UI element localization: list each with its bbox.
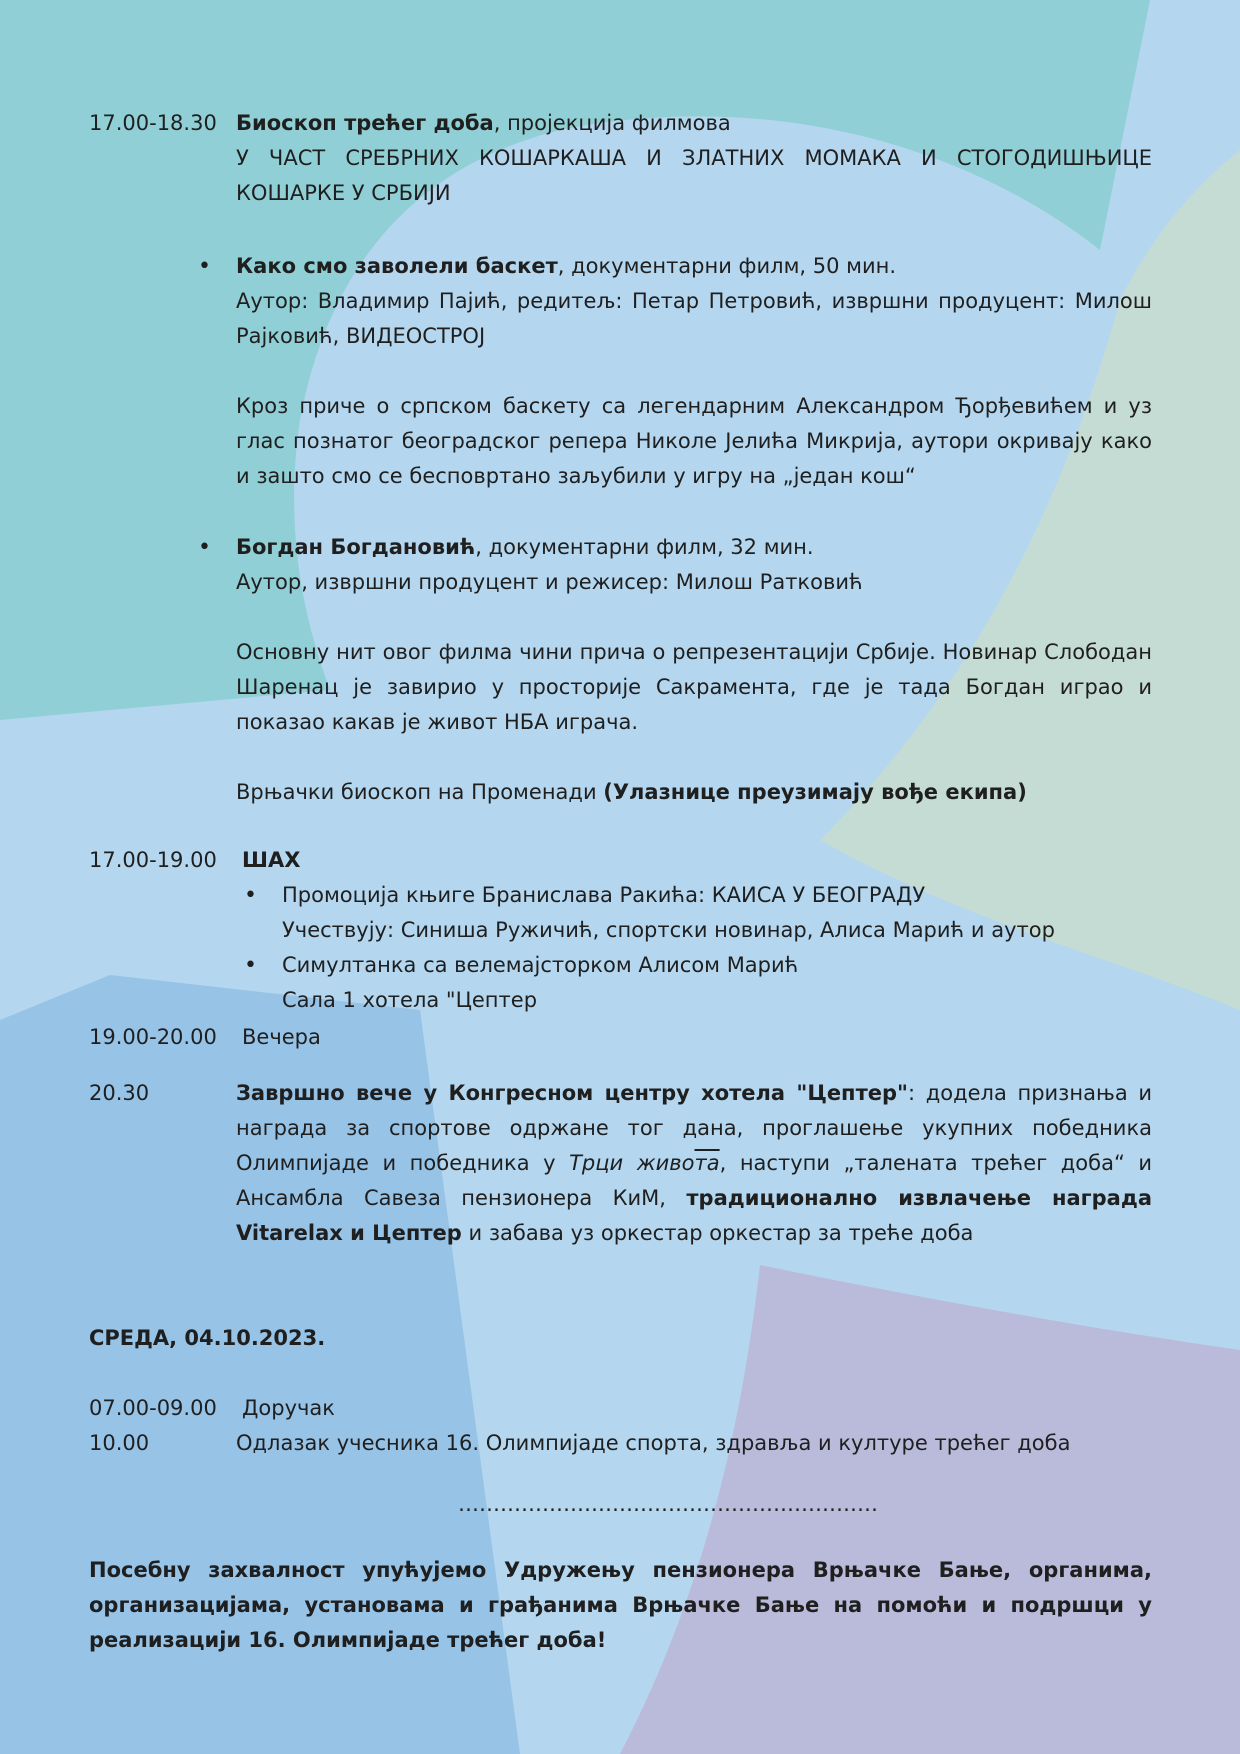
event-time: 20.30 (89, 1081, 150, 1105)
event-title: ШАХ (242, 848, 301, 872)
closing-bold: традиционално извлачење награда Vitarelax и Цептер (236, 1186, 1152, 1245)
film-title-line (236, 530, 1152, 565)
event-time: 10.00 (89, 1431, 150, 1455)
film-body (236, 530, 1152, 810)
closing-text-3: и забава уз оркестар оркестар за треће доба (461, 1221, 974, 1245)
film-name: Како смо заволели баскет (236, 254, 558, 278)
closing-text-2: , наступи „талената трећег доба“ и Ансамбла Савеза пензионера КиМ, (236, 1151, 1153, 1210)
thanks-note: Посебну захвалност упућујемо Удружењу пензионера Врњачке Бање, органима, организацијама, установама и грађанима Врњачке Бање на помоћи и подршци у реализацији 16. Олимпијаде трећег доба! (89, 1558, 1152, 1652)
film-meta: , документарни филм, 50 мин. (557, 254, 897, 278)
event-title-line (236, 106, 1152, 141)
film-description: Основну нит овог филма чини прича о репрезентацији Србије. Новинар Слободан Шаренац је завирио у просторије Сакрамента, где је тада Богдан играо и показао какав је живот НБА играча. (236, 640, 1152, 734)
race-name-main: Трци живо (569, 1151, 695, 1175)
venue-note: (Улазнице преузимају вође екипа) (603, 780, 1027, 804)
event-label: Доручак (242, 1396, 335, 1420)
film-body (236, 249, 1152, 494)
race-name-overlined: та (694, 1151, 720, 1175)
event-title-rest: , пројекција филмова (493, 111, 731, 135)
event-body (236, 1076, 1152, 1251)
film-description: Кроз приче о српском баскету са легендарним Александром Ђорђевићем и уз глас познатог београдског репера Николе Јелића Микрија, аутори окривају како и зашто смо се бесповртано заљубили у игру на „један кош“ (236, 394, 1152, 488)
venue-line (236, 775, 1152, 810)
chess-item-line1: • Симултанка са велемајсторком Алисом Марић (282, 953, 799, 977)
separator: …………………………………………………… (458, 1492, 878, 1516)
film-title-line (236, 249, 1152, 284)
chess-item-line2: Учествују: Синиша Ружичић, спортски новинар, Алиса Марић и аутор (282, 918, 1055, 942)
chess-item-line1: • Промоција књиге Бранислава Ракића: КАИСА У БЕОГРАДУ (282, 883, 926, 907)
closing-title: Завршно вече у Конгресном центру хотела "Цептер" (236, 1081, 908, 1105)
chess-item-line2: Сала 1 хотела "Цептер (282, 988, 538, 1012)
event-subtitle: У ЧАСТ СРЕБРНИХ КОШАРКАША И ЗЛАТНИХ МОМАКА И СТОГОДИШЊИЦЕ КОШАРКЕ У СРБИЈИ (236, 146, 1152, 205)
closing-text-1: : додела признања и награда за спортове одржане тог дана, проглашење укупних победника Олимпијаде и победника у (236, 1081, 1152, 1175)
event-label: Вечера (242, 1025, 321, 1049)
film-credits: Аутор, извршни продуцент и режисер: Милош Ратковић (236, 570, 863, 594)
event-time: 19.00-20.00 (89, 1025, 217, 1049)
event-time: 07.00-09.00 (89, 1396, 217, 1420)
closing-text (236, 1076, 1152, 1251)
chess-item-body (282, 878, 1152, 948)
closing-race-name (569, 1151, 720, 1175)
event-label: Одлазак учесника 16. Олимпијаде спорта, здравља и културе трећег доба (236, 1431, 1071, 1455)
venue: Врњачки биоскоп на Променади (236, 780, 604, 804)
film-meta: , документарни филм, 32 мин. (475, 535, 814, 559)
event-body (236, 106, 1152, 211)
film-credits: Аутор: Владимир Пајић, редитељ: Петар Петровић, извршни продуцент: Милош Рајковић, ВИДЕОСТРОЈ (236, 289, 1152, 348)
event-title: Биоскоп трећег доба (236, 111, 494, 135)
event-time: 17.00-18.30 (89, 111, 217, 135)
event-time: 17.00-19.00 (89, 848, 217, 872)
film-name: Богдан Богдановић (236, 535, 476, 559)
chess-item-body (282, 948, 1152, 1018)
day-heading: СРЕДА, 04.10.2023. (89, 1326, 326, 1350)
